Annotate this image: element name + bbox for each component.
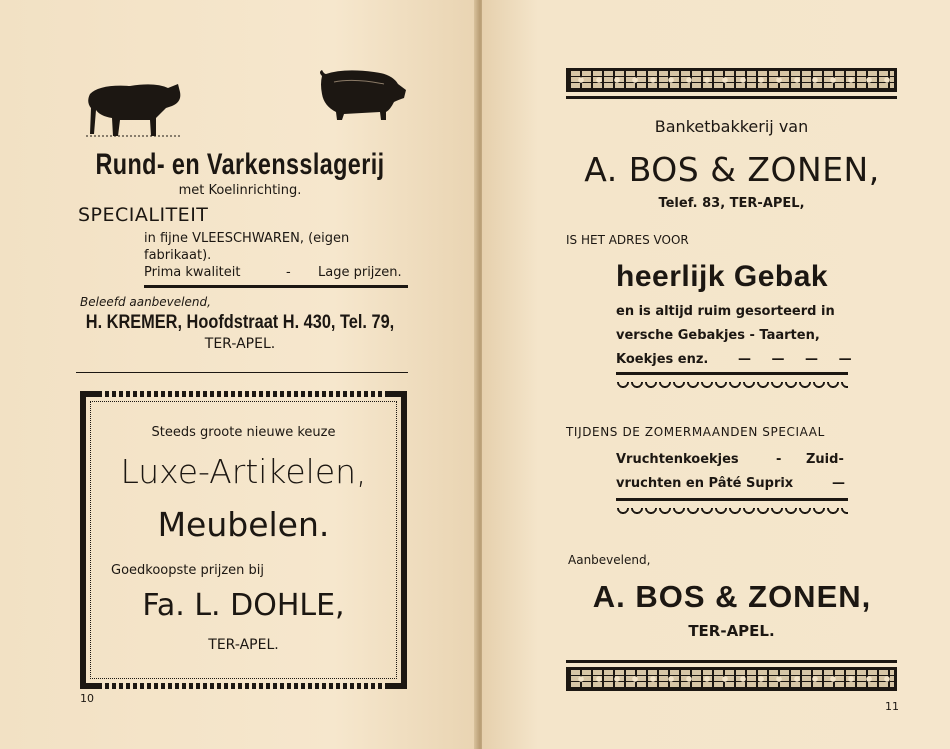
bakery-phone: Telef. 83, TER-APEL, [658,196,805,211]
bakery-fruit1-dash: - [776,452,782,467]
butcher-recommend: Beleefd aanbevelend, [80,295,211,309]
bakery-desc3: Koekjes enz. [616,352,709,367]
butcher-prices: Lage prijzen. [318,265,402,280]
butcher-rule [144,285,408,288]
bakery-desc1: en is altijd ruim gesorteerd in [616,304,835,319]
bakery-dashes: — — — — [738,352,860,367]
furniture-name: Fa. L. DOHLE, [142,588,345,623]
butcher-quality: Prima kwaliteit [144,265,241,280]
butcher-subtitle: met Koelinrichting. [178,183,302,198]
bakery-town: TER-APEL. [688,622,775,640]
butcher-dash: - [286,265,291,280]
furniture-line1: Steeds groote nieuwe keuze [151,425,336,440]
bakery-name-2: A. BOS & ZONEN, [592,579,872,614]
bakery-address: IS HET ADRES VOOR [566,233,689,247]
top-ornamental-border [566,68,897,92]
bakery-fruit1-end: Zuid- [806,452,844,467]
furniture-heading1: Luxe-Artikelen, [120,452,367,491]
bakery-rule-2 [616,498,848,501]
butcher-line2: fabrikaat). [144,248,212,263]
top-rule [566,96,897,99]
bakery-line1: Banketbakkerij van [654,117,809,136]
bakery-name: A. BOS & ZONEN, [584,150,880,189]
scallop-ornament-1 [616,378,848,392]
bakery-summer: TIJDENS DE ZOMERMAANDEN SPECIAAL [566,425,825,439]
scallop-ornament-2 [616,504,848,518]
butcher-name: H. KREMER, Hoofdstraat H. 430, Tel. 79, [85,312,395,333]
furniture-town: TER-APEL. [208,637,279,653]
bakery-heading: heerlijk Gebak [616,260,829,293]
bakery-desc2: versche Gebakjes - Taarten, [616,328,820,343]
furniture-line2: Goedkoopste prijzen bij [111,563,264,578]
bottom-rule [566,660,897,663]
bakery-fruit2: vruchten en Pâté Suprix [616,476,794,491]
right-page [482,0,950,749]
bakery-fruit2-dash: — [832,476,845,491]
butcher-title: Rund- en Varkensslagerij [95,148,385,181]
pig-illustration [314,68,409,124]
bakery-recommend: Aanbevelend, [568,553,651,567]
section-divider [76,372,408,373]
page-number-left: 10 [80,692,94,705]
bottom-ornamental-border [566,667,897,691]
butcher-specialty: SPECIALITEIT [78,204,209,226]
page-number-right: 11 [885,700,899,713]
bakery-fruit1: Vruchtenkoekjes [616,452,739,467]
cow-illustration [80,74,185,142]
butcher-town: TER-APEL. [204,336,276,352]
bakery-rule-1 [616,372,848,375]
furniture-heading2: Meubelen. [157,505,330,544]
butcher-line1: in fijne VLEESCHWAREN, (eigen [144,231,350,246]
